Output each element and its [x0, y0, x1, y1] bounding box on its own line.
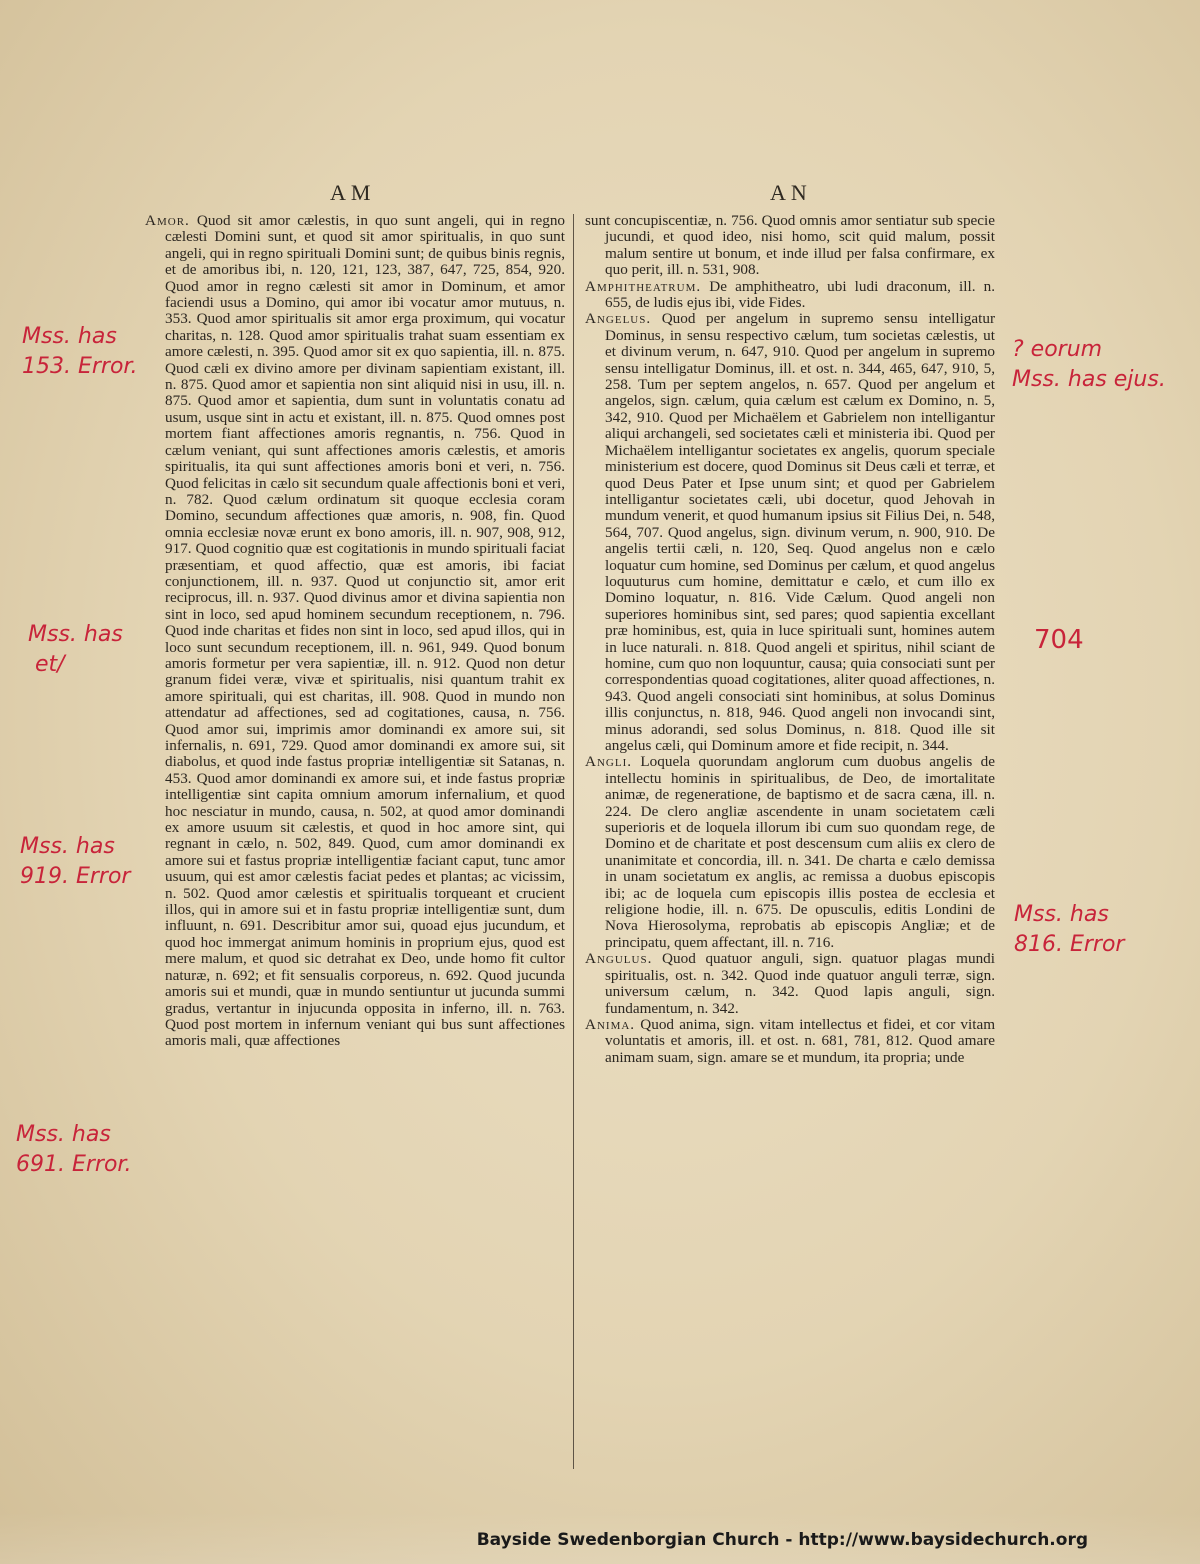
entry-text: Quod per angelum in supremo sensu intelligatur Dominus, in sensu respectivo cælum, tum societas cælestis, ut et divinum verum, n. 647, 910. Quod per angelum in supremo sensu intelligatur Dominus, ill. et ost. n. 344, 465, 647, 910, 5, 258. Tum per septem angelos, n. 657. Quod per angelum et angelos, sign. cælum, quia cælum est cælum ex Domino, n. 5, 342, 910. Quod per Michaëlem et Gabrielem non intelligantur aliqui archangeli, sed societates cæli et ministeria ibi. Quod per Michaëlem intelligantur societates ex angelis, quorum speciale ministerium est docere, quod Dominus sit Deus cæli et terræ, et quod Deus Pater et Ipse unum sint; et quod per Gabrielem intelligantur societates cæli, ubi docetur, quod Jehovah in mundum venerit, et quod humanum ipsius sit Filius Dei, n. 548, 564, 707. Quod angelus, sign. divinum verum, n. 900, 910. De angelis tertii cæli, n. 120, Seq. Quod angelus non e cælo loquatur cum homine, sed Dominus per cælum, et quod angelus loquuturus cum homine, demittatur e cælo, et cum illo ex Domino loquatur, n. 816. Vide Cælum. Quod angeli non superiores hominibus sint, sed pares; quod sapientia excellant præ hominibus, est, quia in luce spirituali sunt, homines autem in luce naturali. n. 818. Quod angeli et spiritus, nihil sciant de homine, cum quo non loquuntur, causa; quia consociati sunt per correspondentias quoad cogitationes, aliter quoad affectiones, n. 943. Quod angeli consociati sint hominibus, at solus Dominus illis conjunctus, n. 818, 946. Quod angeli non invocandi sint, minus adorandi, sed solus Dominus, n. 818. Quod ille sit angelus cæli, qui Dominum amore et fide recipit, n. 344.: [605, 310, 995, 754]
running-head-right: AN: [770, 180, 812, 205]
entry-head: Amphitheatrum.: [585, 277, 702, 295]
margin-note: Mss. has 919. Error: [20, 834, 131, 889]
entry-angli: [585, 754, 995, 951]
right-column: [585, 213, 995, 1066]
entry-head: Angli.: [585, 753, 633, 771]
margin-note: Mss. has 691. Error.: [16, 1122, 132, 1177]
entry-head: Amor.: [145, 212, 190, 229]
footer-bar: [0, 1512, 1200, 1564]
entry-angulus: [585, 951, 995, 1017]
entry-text: De amphitheatro, ubi ludi draconum, ill. n. 655, de ludis ejus ibi, vide Fides.: [605, 277, 996, 312]
entry-amphitheatrum: [585, 279, 995, 312]
left-column: [145, 213, 565, 1050]
entry-text: Quod anima, sign. vitam intellectus et fidei, et cor vitam voluntatis et amoris, ill. et ost. n. 681, 781, 812. Quod amare animam suam, sign. amare se et mundum, ita propria; unde: [605, 1015, 996, 1066]
entry-text: sunt concupiscentiæ, n. 756. Quod omnis amor sentiatur sub specie jucundi, et quod ideo, nisi homo, scit quid malum, possit malum sentire ut bonum, et inde illud per falsa confirmare, ex quo perit, ill. n. 531, 908.: [585, 212, 995, 279]
column-divider: [573, 214, 574, 1469]
running-head-left: AM: [330, 180, 376, 205]
entry-head: Angelus.: [585, 310, 652, 328]
margin-note: Mss. has 816. Error: [1014, 902, 1125, 957]
entry-text: Loquela quorundam anglorum cum duobus angelis de intellectu hominis in spiritualibus, de Deo, de imortalitate animæ, de regeneratione, de baptismo et de sacra cæna, ill. n. 224. De clero angliæ ascendente in unam societatem cæli superioris et de loquela illorum ibi cum suo quondam rege, de Domino et de charitate et post descensum cum aliis ex clero de unanimitate et concordia, ill. n. 341. De charta e cælo demissa in unam societatum ex anglis, ac remissa a duobus episcopis ibi; ac de loquela cum episcopis illis postea de ecclesia et religione hodie, ill. n. 675. De opusculis, editis Londini de Nova Hierosolyma, reprobatis ab episcopis Angliæ; et de principatu, quem affectant, ill. n. 716.: [605, 753, 996, 951]
entry-head: Anima.: [585, 1015, 636, 1033]
footer-credit: Bayside Swedenborgian Church - http://www.baysidechurch.org: [476, 1530, 1088, 1550]
entry-text: Quod sit amor cælestis, in quo sunt angeli, qui in regno cælesti Domini sunt, et quod sit amor spiritualis, in quo sunt angeli, qui in regno spirituali Domini sunt; de quibus binis regnis, et de amoribus ibi, n. 120, 121, 123, 387, 647, 725, 854, 920. Quod amor in regno cælesti sit amor in Dominum, et amor faciendi usus a Domino, qui amor ibi vocatur amor mutuus, n. 353. Quod amor spiritualis sit amor erga proximum, qui vocatur charitas, n. 128. Quod amor spiritualis trahat suam essentiam ex amore cælesti, n. 395. Quod amor sit ex quo sapientia, ill. n. 875. Quod cæli ex divino amore per divinam sapientiam existant, ill. n. 875. Quod amor et sapientia non sint aliquid nisi in usu, ill. n. 875. Quod amor et sapientia, dum sunt in voluntatis conatu ad usum, usque sint in actu et existant, ill. n. 875. Quod omnes post mortem fiant affectiones amoris regnantis, n. 756. Quod in cælum veniant, qui sunt affectiones amoris cælestis, et amoris spiritualis, ita qui sunt affectiones amoris boni et veri, n. 756. Quod felicitas in cælo sit secundum quale affectionis boni et veri, n. 782. Quod cælum ordinatum sit quoque ecclesia coram Domino, secundum affectiones quæ amoris, n. 908, fin. Quod omnia ecclesiæ novæ erunt ex bono amoris, ill. n. 907, 908, 912, 917. Quod cognitio quæ est cogitationis in mundo spirituali faciat præsentiam, et quod affectio, quæ est amoris, ibi faciat conjunctionem, ill. n. 937. Quod ut conjunctio sit, amor erit reciprocus, ill. n. 937. Quod divinus amor et divina sapientia non sint in loco, sed apud hominem secundum receptionem, n. 796. Quod inde charitas et fides non sint in loco, sed apud illos, qui in loco sunt secundum receptionem, ill. n. 961, 949. Quod bonum amoris formetur per vera sapientiæ, ill. n. 912. Quod non detur granum fidei veræ, vivæ et spiritualis, nisi quantum trahit ex amore spirituali, qui est charitas, ill. 908. Quod in mundo non attendatur ad affectiones, sed ad cogitationes, causa, n. 756. Quod amor sui, imprimis amor dominandi ex amore sui, sit infernalis, n. 691, 729. Quod amor dominandi ex amore sui, sit diabolus, et quod inde fastus propriæ intelligentiæ sit Satanas, n. 453. Quod amor dominandi ex amore sui, et inde fastus propriæ intelligentiæ sint capita omnium amorum infernalium, et quod hoc nesciatur in mundo, causa, n. 502, at quod amor dominandi ex amore usuum sit cælestis, et quod in hoc amore sint, qui regnant in cælo, n. 502, 849. Quod, cum amor dominandi ex amore sui et fastus propriæ intelligentiæ faciant caput, tunc amor usuum, qui est amor cælestis faciat pedes et plantas; ac vicissim, n. 502. Quod amor cælestis et spiritualis torqueant et crucient illos, qui in amore sui et in fastu propriæ intelligentiæ sunt, dum influunt, n. 691. Describitur amor sui, quoad ejus jucundum, et quod hoc immergat animum hominis in proprium ejus, quod est mere malum, et quod sic detrahat ex Deo, unde homo fit cultor naturæ, n. 692; et fit sensualis corporeus, n. 692. Quod jucunda amoris sui et mundi, quæ in mundo sentiuntur ut jucunda summi gradus, vertantur in injucunda opposita in inferno, ill. n. 763. Quod post mortem in infernum veniant qui bus sunt affectiones amoris mali, quæ affectiones: [165, 212, 566, 1050]
margin-note: Mss. has 153. Error.: [22, 324, 138, 379]
entry-text: Quod quatuor anguli, sign. quatuor plagas mundi spiritualis, ost. n. 342. Quod inde quatuor anguli terræ, sign. universum cælum, n. 342. Quod lapis anguli, sign. fundamentum, n. 342.: [605, 950, 995, 1017]
entry-head: Angulus.: [585, 950, 653, 968]
margin-note: 704: [1034, 625, 1084, 655]
entry-angelus: [585, 311, 995, 754]
entry-continuation: [585, 213, 995, 279]
entry-amor: [145, 213, 565, 1050]
margin-note: ? eorum Mss. has ejus.: [1012, 337, 1166, 392]
margin-note: Mss. has et/: [28, 622, 123, 677]
entry-anima: [585, 1017, 995, 1066]
